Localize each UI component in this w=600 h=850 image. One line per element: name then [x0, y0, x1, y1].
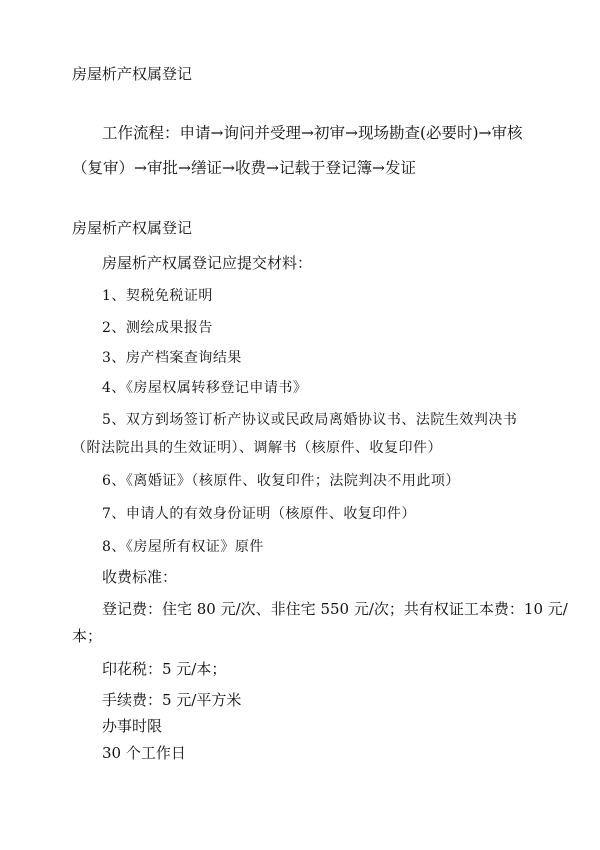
stamp-tax: 印花税：5 元/本；	[102, 660, 227, 678]
materials-heading: 房屋析产权属登记应提交材料：	[102, 254, 313, 272]
registration-fee-line1: 登记费：住宅 80 元/次、非住宅 550 元/次；共有权证工本费：10 元/	[102, 600, 568, 618]
material-item-6: 6、《离婚证》（核原件、收复印件；法院判决不用此项）	[102, 473, 460, 489]
section1-title: 房屋析产权属登记	[72, 65, 193, 83]
material-item-4: 4、《房屋权属转移登记申请书》	[102, 380, 308, 396]
material-item-2: 2、测绘成果报告	[102, 320, 213, 336]
time-limit-heading: 办事时限	[102, 717, 163, 735]
section2-title: 房屋析产权属登记	[72, 219, 193, 237]
material-item-5: 5、双方到场签订析产协议或民政局离婚协议书、法院生效判决书（附法院出具的生效证明）、调解书（核原件、收复印件）	[72, 412, 518, 456]
material-item-3: 3、房产档案查询结果	[102, 350, 242, 366]
material-item-1: 1、契税免税证明	[102, 288, 213, 304]
registration-fee-line2: 本；	[72, 627, 103, 645]
workflow-paragraph: 工作流程：申请→询问并受理→初审→现场勘查(必要时)→审核（复审）→审批→缮证→收费→记载于登记簿→发证	[72, 124, 523, 177]
material-item-8: 8、《房屋所有权证》原件	[102, 539, 264, 555]
handling-fee: 手续费：5 元/平方米	[102, 691, 242, 709]
time-limit-value: 30 个工作日	[102, 744, 186, 762]
fee-heading: 收费标准：	[102, 568, 178, 586]
material-item-7: 7、申请人的有效身份证明（核原件、收复印件）	[102, 506, 416, 522]
